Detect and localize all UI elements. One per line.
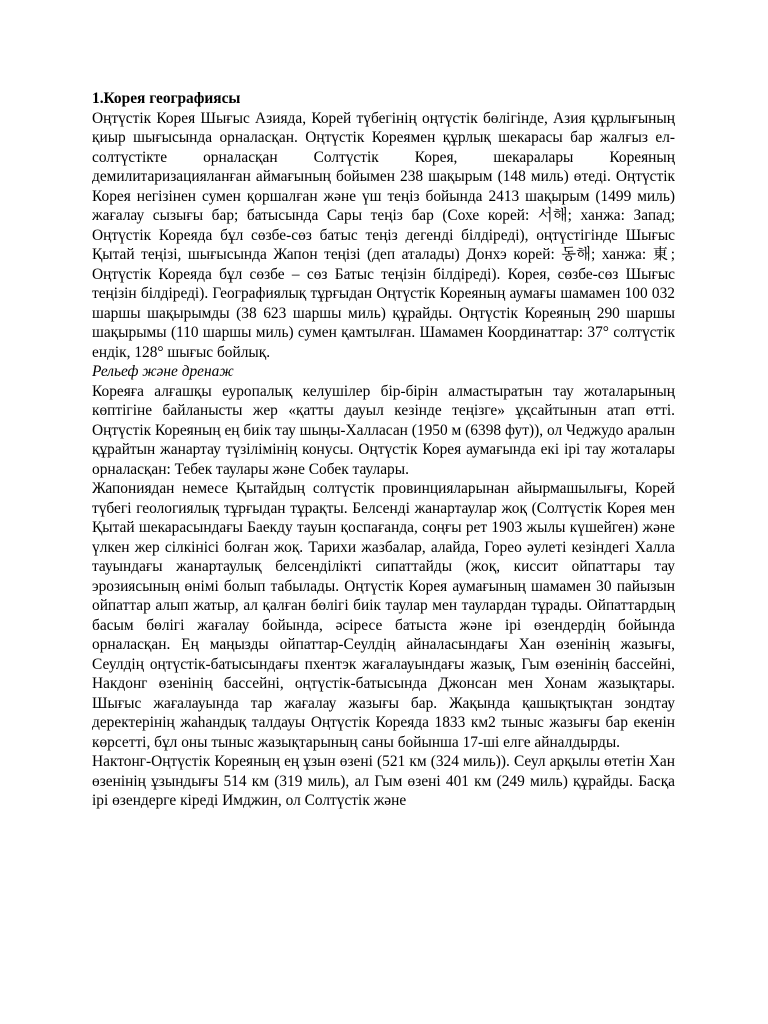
- paragraph-geology: Жапониядан немесе Қытайдың солтүстік провинцияларынан айырмашылығы, Корей түбегі геологиялық тұрғыдан тұрақты. Белсенді жанартаулар жоқ (Солтүстік Корея мен Қытай шекарасындағы Баекду тауын қоспағанда, соңғы рет 1903 жылы күшейген) және үлкен жер сілкінісі болған жоқ. Тарихи жазбалар, алайда, Горео әулеті кезіндегі Халла тауындағы жанартаулық белсенділікті сипаттайды (жоқ, киссит ойпаттары тау эрозиясының өнімі болып табылады. Оңтүстік Корея аумағының шамамен 30 пайызын ойпаттар алып жатыр, ал қалған бөлігі биік таулар мен таулардан тұрады. Ойпаттардың басым бөлігі жағалау бойында, әсіресе батыста және ірі өзендердің бойында орналасқан. Ең маңызды ойпаттар-Сеулдің айналасындағы Хан өзенінің жазығы, Сеулдің оңтүстік-батысындағы пхентэк жағалауындағы жазық, Гым өзенінің бассейні, Накдонг өзенінің бассейні, оңтүстік-батысында Джонсан мен Хонам жазықтары. Шығыс жағалауында тар жағалау жазығы бар. Жақында қашықтықтан зондтау деректерінің жаһандық талдауы Оңтүстік Кореяда 1833 км2 тыныс жазығы бар екенін көрсетті, бұл оны тыныс жазықтарының саны бойынша 17-ші елге айналдырды.: [92, 480, 675, 751]
- subsection-heading: Рельеф және дренаж: [92, 363, 234, 380]
- paragraph-geography: Оңтүстік Корея Шығыс Азияда, Корей түбегінің оңтүстік бөлігінде, Азия құрлығының қиыр шығысында орналасқан. Оңтүстік Кореямен құрлық шекарасы бар жалғыз ел-солтүстікте орналасқан Солтүстік Корея, шекаралары Кореяның демилитаризацияланған аймағының бойымен 238 шақырым (148 миль) өтеді. Оңтүстік Корея негізінен сумен қоршалған және үш теңіз бойында 2413 шақырым (1499 миль) жағалау сызығы бар; батысында Сары теңіз бар (Сохе корей: 서해; ханжа: Запад; Оңтүстік Кореяда бұл сөзбе-сөз батыс теңіз дегенді білдіреді), оңтүстігінде Шығыс Қытай теңізі, шығысында Жапон теңізі (деп аталады) Донхэ корей: 동해; ханжа: 東; Оңтүстік Кореяда бұл сөзбе – сөз Батыс теңізін білдіреді). Корея, сөзбе-сөз Шығыс теңізін білдіреді). Географиялық тұрғыдан Оңтүстік Кореяның аумағы шамамен 100 032 шаршы шақырымды (38 623 шаршы миль) құрайды. Оңтүстік Кореяның 290 шаршы шақырымы (110 шаршы миль) сумен қамтылған. Шамамен Координаттар: 37° солтүстік ендік, 128° шығыс бойлық.: [92, 109, 675, 361]
- paragraph-rivers: Нактонг-Оңтүстік Кореяның ең ұзын өзені (521 км (324 миль)). Сеул арқылы өтетін Хан өзенінің ұзындығы 514 км (319 миль), ал Гым өзені 401 км (249 миль) құрайды. Басқа ірі өзендерге кіреді Имджин, ол Солтүстік және: [92, 753, 675, 809]
- document-page: [92, 89, 675, 811]
- section-heading: 1.Корея географиясы: [92, 90, 241, 107]
- paragraph-mountains: Кореяға алғашқы еуропалық келушілер бір-бірін алмастыратын тау жоталарының көптігіне байланысты жер «қатты дауыл кезінде теңізге» ұқсайтынын атап өтті. Оңтүстік Кореяның ең биік тау шыңы-Халласан (1950 м (6398 фут)), ол Чеджудо аралын құрайтын жанартау түзілімінің конусы. Оңтүстік Корея аумағында екі ірі тау жоталары орналасқан: Тебек таулары және Собек таулары.: [92, 382, 675, 478]
